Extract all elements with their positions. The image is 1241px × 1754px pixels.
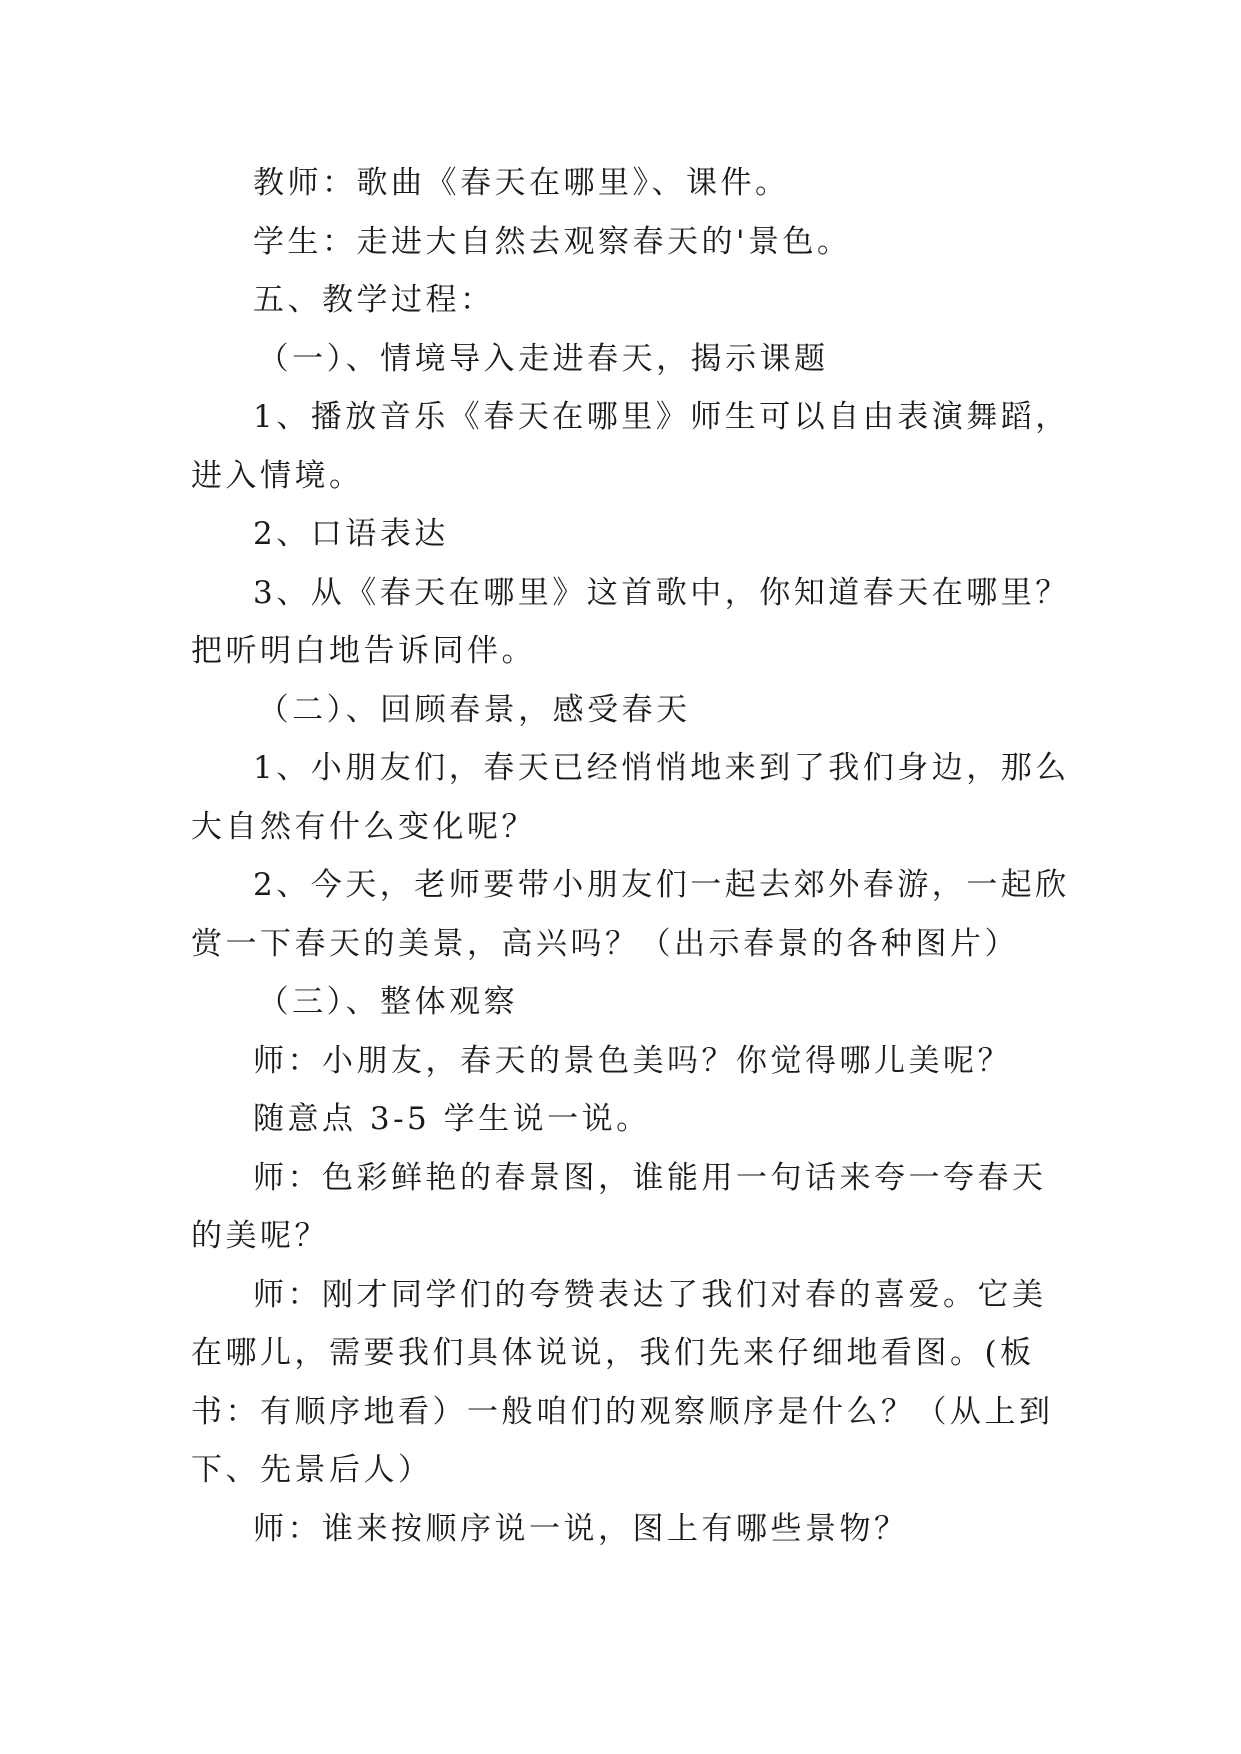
paragraph-item: 师：谁来按顺序说一说，图上有哪些景物？ xyxy=(253,1510,909,1547)
paragraph-item: 3、从《春天在哪里》这首歌中，你知道春天在哪里？把听明白地告诉同伴。 xyxy=(191,574,1070,669)
heading-teaching-process: 五、教学过程： xyxy=(253,282,495,318)
paragraph-item: 2、今天，老师要带小朋友们一起去郊外春游，一起欣赏一下春天的美景，高兴吗？（出示春景的各种图片） xyxy=(191,867,1070,962)
section-heading-2: （二）、回顾春景，感受春天 xyxy=(257,691,691,728)
paragraph-item: 师：色彩鲜艳的春景图，谁能用一句话来夸一夸春天的美呢？ xyxy=(191,1159,1047,1254)
section-heading-1: （一）、情境导入走进春天，揭示课题 xyxy=(257,340,829,377)
paragraph-item: 随意点 3-5 学生说一说。 xyxy=(253,1101,651,1137)
paragraph-item: 2、口语表达 xyxy=(253,516,449,552)
paragraph-item: 师：小朋友，春天的景色美吗？你觉得哪儿美呢？ xyxy=(253,1042,1012,1079)
section-heading-3: （三）、整体观察 xyxy=(257,984,519,1020)
paragraph-item: 师：刚才同学们的夸赞表达了我们对春的喜爱。它美在哪儿，需要我们具体说说，我们先来仔细地看图。(板书：有顺序地看）一般咱们的观察顺序是什么？（从上到下、先景后人） xyxy=(191,1276,1054,1488)
document-body xyxy=(191,154,1071,1558)
paragraph-item: 1、小朋友们，春天已经悄悄地来到了我们身边，那么大自然有什么变化呢？ xyxy=(191,750,1070,845)
paragraph-teacher-materials: 教师：歌曲《春天在哪里》、课件。 xyxy=(253,165,790,201)
paragraph-student-materials: 学生：走进大自然去观察春天的'景色。 xyxy=(253,223,852,260)
paragraph-item: 1、播放音乐《春天在哪里》师生可以自由表演舞蹈，进入情境。 xyxy=(191,399,1070,494)
